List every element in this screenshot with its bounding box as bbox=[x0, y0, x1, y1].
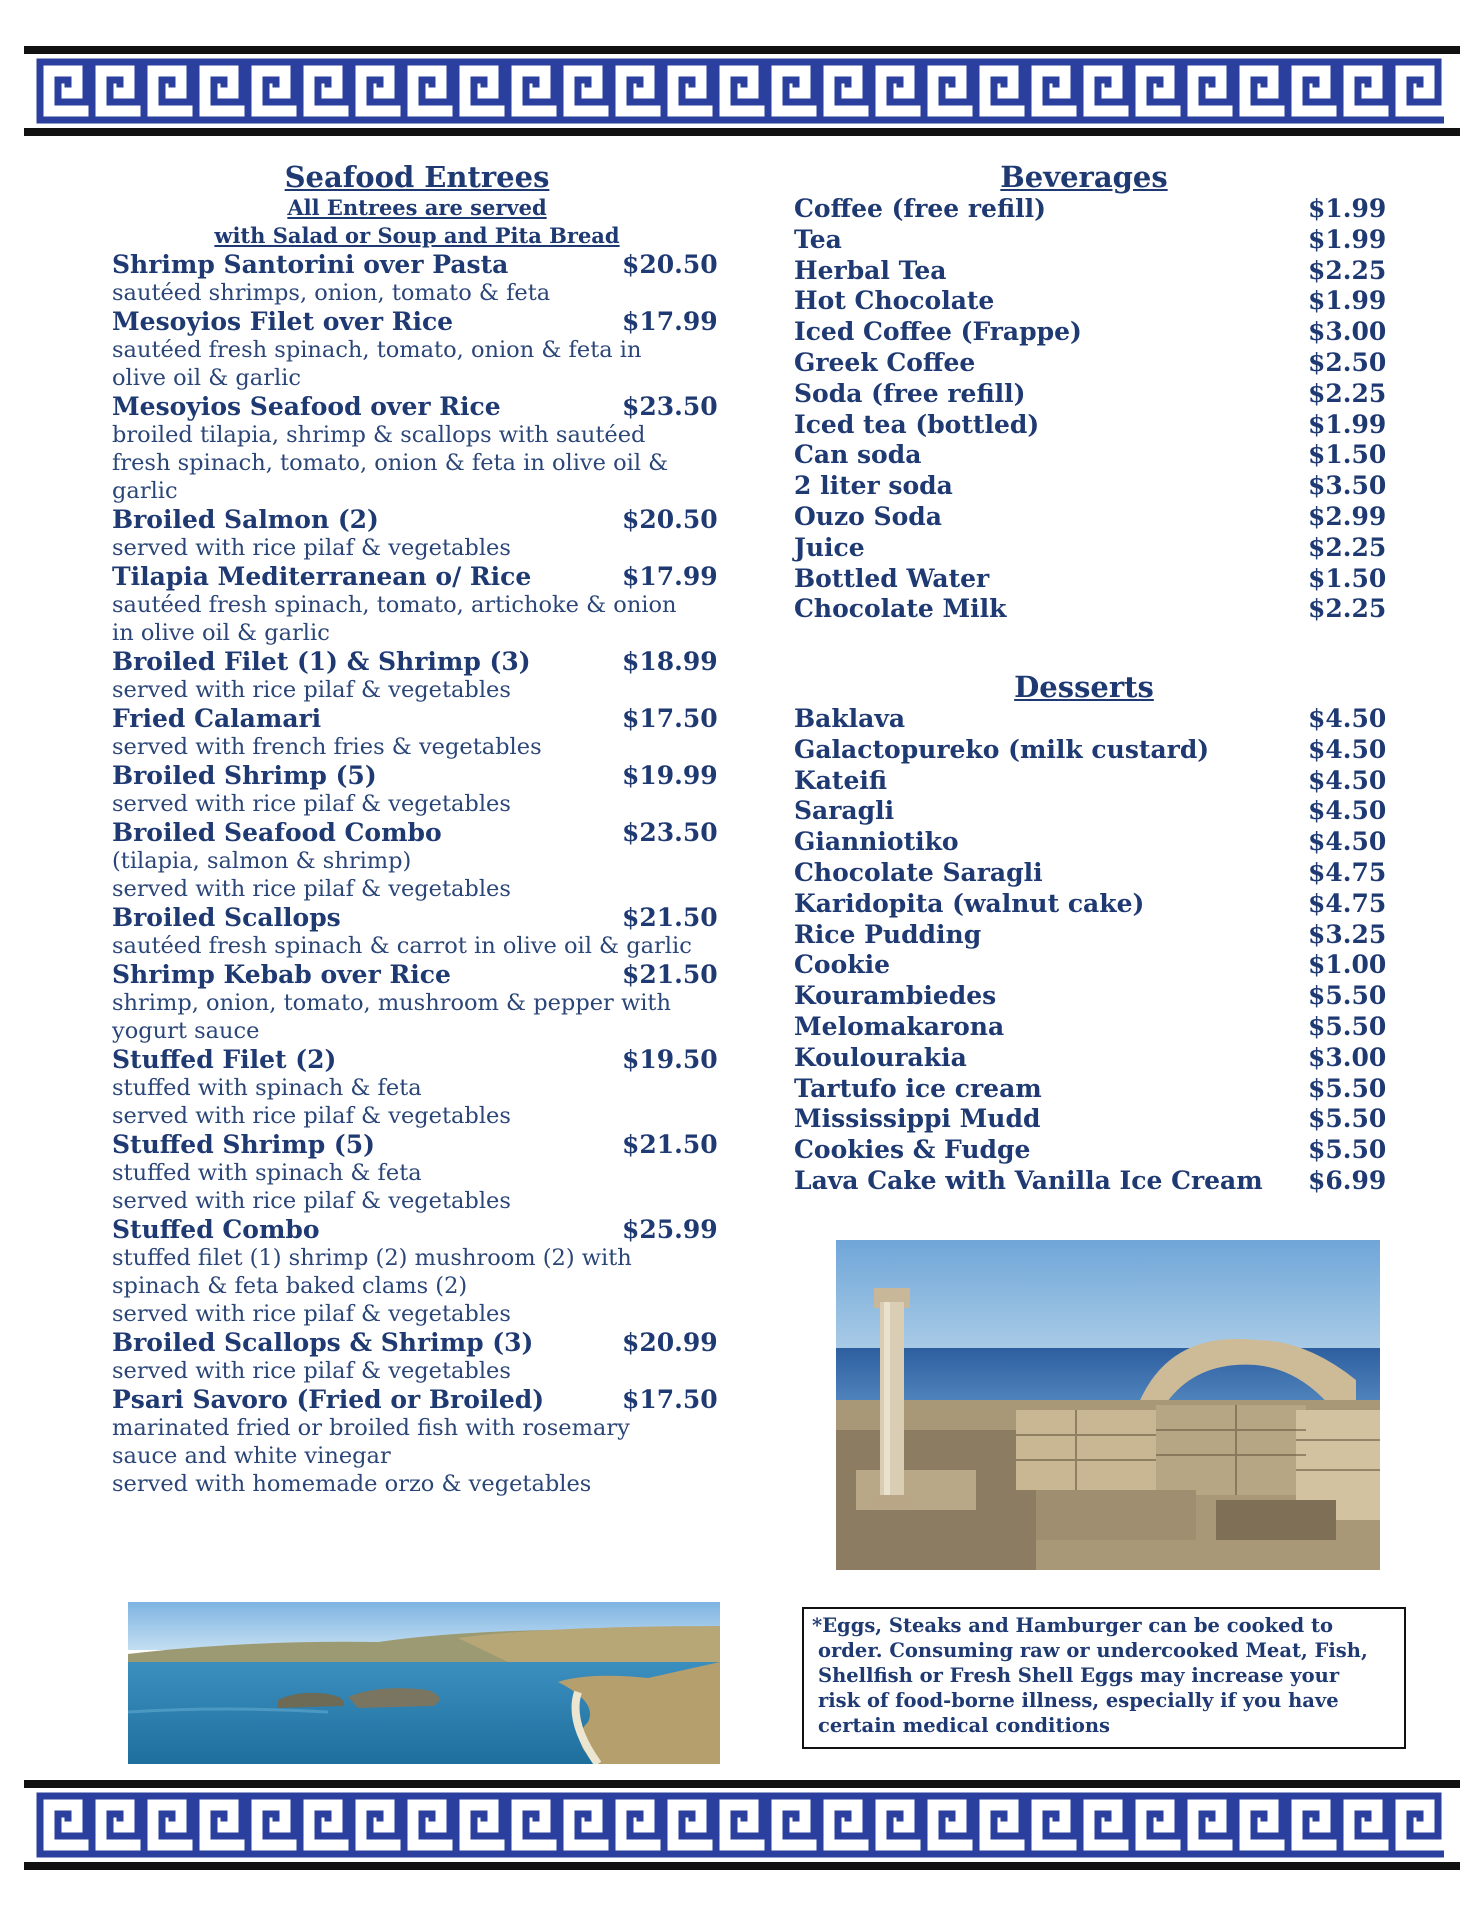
menu-item-price: $17.99 bbox=[622, 562, 718, 591]
menu-item-name: Galactopureko (milk custard) bbox=[794, 734, 1210, 764]
greek-key-motif bbox=[1028, 1796, 1074, 1854]
menu-item-price: $4.75 bbox=[1308, 888, 1387, 918]
menu-item-name: Tartufo ice cream bbox=[794, 1073, 1042, 1103]
menu-item-name: Psari Savoro (Fried or Broiled) bbox=[112, 1385, 545, 1414]
seafood-subtitle-line1: All Entrees are served bbox=[287, 195, 547, 220]
greek-key-motif bbox=[92, 62, 138, 120]
greek-key-motif bbox=[1392, 1796, 1438, 1854]
greek-key-motif bbox=[352, 62, 398, 120]
menu-item-name: Broiled Scallops bbox=[112, 903, 341, 932]
menu-item-price: $4.50 bbox=[1308, 704, 1387, 733]
menu-item-description: served with rice pilaf & vegetables bbox=[112, 791, 511, 817]
menu-item-name: Tea bbox=[794, 224, 842, 254]
menu-item-price: $21.50 bbox=[622, 960, 718, 989]
greek-key-motif bbox=[872, 1796, 918, 1854]
greek-key-motif bbox=[404, 62, 450, 120]
menu-item-name: Mesoyios Seafood over Rice bbox=[112, 392, 501, 421]
menu-item-price: $1.99 bbox=[1308, 409, 1387, 439]
menu-item-name: Chocolate Saragli bbox=[794, 857, 1043, 887]
menu-item-name: Kateifi bbox=[794, 765, 888, 795]
dessert-item bbox=[794, 889, 1394, 920]
greek-key-motif bbox=[924, 1796, 970, 1854]
menu-item-price: $3.00 bbox=[1308, 1042, 1387, 1072]
notice-line: risk of food-borne illness, especially if you have bbox=[818, 1689, 1339, 1712]
dessert-item bbox=[794, 1012, 1394, 1043]
greek-key-motif bbox=[1028, 62, 1074, 120]
greek-key-motif bbox=[456, 1796, 502, 1854]
menu-item-price: $17.50 bbox=[622, 704, 718, 733]
greek-key-motif bbox=[1288, 1796, 1334, 1854]
menu-item-price: $17.99 bbox=[622, 307, 718, 336]
beverage-item bbox=[794, 194, 1394, 225]
menu-item-name: Cookies & Fudge bbox=[794, 1135, 1031, 1165]
menu-item-price: $4.50 bbox=[1308, 827, 1387, 857]
seafood-heading: Seafood Entrees bbox=[284, 160, 550, 194]
menu-item-description: served with rice pilaf & vegetables bbox=[112, 1301, 511, 1327]
menu-item-description: olive oil & garlic bbox=[112, 365, 301, 391]
menu-item-description: served with rice pilaf & vegetables bbox=[112, 1188, 511, 1214]
menu-item-price: $5.50 bbox=[1308, 1135, 1387, 1165]
menu-item-name: Broiled Salmon (2) bbox=[112, 505, 379, 534]
menu-item-price: $19.99 bbox=[622, 761, 718, 790]
dessert-item bbox=[794, 981, 1394, 1012]
dessert-item bbox=[794, 1074, 1394, 1105]
menu-item bbox=[112, 903, 722, 932]
coastline-photo bbox=[128, 1602, 720, 1764]
menu-item-name: Shrimp Kebab over Rice bbox=[112, 960, 451, 989]
menu-item-name: Tilapia Mediterranean o/ Rice bbox=[112, 562, 532, 591]
dessert-item bbox=[794, 827, 1394, 858]
greek-key-motif bbox=[664, 1796, 710, 1854]
dessert-item bbox=[794, 950, 1394, 981]
border-rule bbox=[24, 1862, 1460, 1870]
menu-item bbox=[112, 818, 722, 847]
food-safety-notice bbox=[802, 1607, 1406, 1749]
dessert-item bbox=[794, 1135, 1394, 1166]
menu-item-price: $17.50 bbox=[622, 1385, 718, 1414]
menu-item-price: $2.99 bbox=[1308, 501, 1387, 531]
greek-key-motif bbox=[1132, 62, 1178, 120]
menu-item bbox=[112, 761, 722, 790]
greek-key-motif bbox=[40, 62, 86, 120]
menu-item-price: $1.99 bbox=[1308, 224, 1387, 254]
menu-item-description: sauce and white vinegar bbox=[112, 1443, 391, 1469]
greek-key-motif bbox=[248, 62, 294, 120]
dessert-item bbox=[794, 796, 1394, 827]
menu-item bbox=[112, 1385, 722, 1414]
border-rule bbox=[24, 1780, 1460, 1788]
menu-item-name: Chocolate Milk bbox=[794, 594, 1007, 624]
menu-item-name: Broiled Scallops & Shrimp (3) bbox=[112, 1328, 534, 1357]
menu-item-description: in olive oil & garlic bbox=[112, 620, 330, 646]
greek-key-motif bbox=[508, 62, 554, 120]
beverage-item bbox=[794, 594, 1394, 625]
greek-key-motif bbox=[248, 1796, 294, 1854]
dessert-item bbox=[794, 735, 1394, 766]
menu-item bbox=[112, 392, 722, 421]
menu-item-description: served with rice pilaf & vegetables bbox=[112, 535, 511, 561]
dessert-item bbox=[794, 858, 1394, 889]
menu-item-price: $3.50 bbox=[1308, 471, 1387, 501]
menu-item-name: Gianniotiko bbox=[794, 827, 959, 857]
menu-item-name: Ouzo Soda bbox=[794, 501, 942, 531]
notice-line: certain medical conditions bbox=[818, 1714, 1111, 1737]
menu-item-price: $4.50 bbox=[1308, 765, 1387, 795]
menu-item-price: $2.50 bbox=[1308, 347, 1387, 377]
menu-item-name: Greek Coffee bbox=[794, 347, 976, 377]
menu-item-description: served with rice pilaf & vegetables bbox=[112, 677, 511, 703]
greek-key-motif bbox=[404, 1796, 450, 1854]
greek-key-motif bbox=[300, 1796, 346, 1854]
menu-item-name: 2 liter soda bbox=[794, 471, 953, 501]
menu-item-price: $1.50 bbox=[1308, 563, 1387, 593]
menu-item-price: $23.50 bbox=[622, 392, 718, 421]
greek-key-motif bbox=[1080, 1796, 1126, 1854]
menu-item bbox=[112, 1130, 722, 1159]
menu-item-description: yogurt sauce bbox=[112, 1018, 260, 1044]
greek-key-motif bbox=[196, 1796, 242, 1854]
menu-item-name: Bottled Water bbox=[794, 563, 990, 593]
beverage-item bbox=[794, 410, 1394, 441]
beverages-heading: Beverages bbox=[1000, 160, 1168, 194]
greek-key-motif bbox=[1288, 62, 1334, 120]
menu-item-description: served with rice pilaf & vegetables bbox=[112, 1103, 511, 1129]
greek-key-motif bbox=[768, 1796, 814, 1854]
greek-key-motif bbox=[300, 62, 346, 120]
dessert-item bbox=[794, 1043, 1394, 1074]
menu-item-description: garlic bbox=[112, 478, 178, 504]
menu-item-name: Iced tea (bottled) bbox=[794, 409, 1040, 439]
menu-item-name: Hot Chocolate bbox=[794, 286, 995, 316]
greek-key-motif bbox=[716, 62, 762, 120]
greek-key-motif bbox=[716, 1796, 762, 1854]
dessert-item bbox=[794, 766, 1394, 797]
menu-item-name: Fried Calamari bbox=[112, 704, 322, 733]
greek-key-motif bbox=[976, 62, 1022, 120]
beverage-item bbox=[794, 471, 1394, 502]
menu-item-name: Mississippi Mudd bbox=[794, 1104, 1041, 1134]
menu-item-name: Herbal Tea bbox=[794, 255, 947, 285]
menu-item bbox=[112, 1045, 722, 1074]
greek-key-motif bbox=[40, 1796, 86, 1854]
menu-item-name: Broiled Shrimp (5) bbox=[112, 761, 377, 790]
menu-item-price: $5.50 bbox=[1308, 981, 1387, 1011]
beverages-section bbox=[794, 160, 1394, 625]
ancient-ruins-photo bbox=[836, 1240, 1380, 1570]
menu-item-price: $18.99 bbox=[622, 647, 718, 676]
beverage-item bbox=[794, 379, 1394, 410]
menu-item-price: $5.50 bbox=[1308, 1073, 1387, 1103]
greek-key-motif bbox=[1340, 62, 1386, 120]
menu-item-price: $20.99 bbox=[622, 1328, 718, 1357]
menu-item bbox=[112, 960, 722, 989]
seafood-section bbox=[112, 160, 722, 1498]
menu-item-name: Kourambiedes bbox=[794, 981, 997, 1011]
greek-key-motif bbox=[872, 62, 918, 120]
menu-item-name: Coffee (free refill) bbox=[794, 194, 1046, 223]
menu-item-description: sautéed fresh spinach, tomato, onion & feta in bbox=[112, 337, 642, 363]
menu-item-description: served with rice pilaf & vegetables bbox=[112, 1358, 511, 1384]
menu-item-price: $20.50 bbox=[622, 250, 718, 279]
greek-key-motif bbox=[612, 62, 658, 120]
border-rule bbox=[24, 128, 1460, 136]
menu-item-price: $5.50 bbox=[1308, 1104, 1387, 1134]
menu-item-description: stuffed with spinach & feta bbox=[112, 1075, 422, 1101]
greek-key-motif bbox=[352, 1796, 398, 1854]
greek-key-motif bbox=[820, 62, 866, 120]
menu-item-name: Mesoyios Filet over Rice bbox=[112, 307, 454, 336]
menu-item-price: $21.50 bbox=[622, 903, 718, 932]
greek-key-motif bbox=[924, 62, 970, 120]
menu-item-name: Stuffed Filet (2) bbox=[112, 1045, 337, 1074]
greek-key-motif bbox=[1184, 1796, 1230, 1854]
greek-key-motif bbox=[820, 1796, 866, 1854]
dessert-item bbox=[794, 704, 1394, 735]
menu-item bbox=[112, 647, 722, 676]
menu-item-name: Soda (free refill) bbox=[794, 378, 1026, 408]
menu-item-price: $4.50 bbox=[1308, 796, 1387, 826]
greek-key-motif bbox=[196, 62, 242, 120]
menu-item-name: Lava Cake with Vanilla Ice Cream bbox=[794, 1165, 1263, 1195]
menu-item-description: sautéed fresh spinach & carrot in olive oil & garlic bbox=[112, 933, 692, 959]
menu-item bbox=[112, 307, 722, 336]
menu-item-price: $1.99 bbox=[1308, 286, 1387, 316]
menu-item-price: $5.50 bbox=[1308, 1011, 1387, 1041]
beverage-item bbox=[794, 286, 1394, 317]
menu-item-description: served with french fries & vegetables bbox=[112, 734, 542, 760]
menu-item bbox=[112, 704, 722, 733]
menu-item bbox=[112, 250, 722, 279]
dessert-item bbox=[794, 920, 1394, 951]
menu-item-price: $6.99 bbox=[1308, 1165, 1387, 1195]
menu-item bbox=[112, 1215, 722, 1244]
greek-key-pattern bbox=[30, 1792, 1454, 1858]
menu-item-price: $1.50 bbox=[1308, 440, 1387, 470]
beverage-item bbox=[794, 317, 1394, 348]
seafood-list bbox=[112, 250, 722, 1498]
menu-item-price: $20.50 bbox=[622, 505, 718, 534]
bottom-greek-key-border bbox=[24, 1780, 1460, 1870]
greek-key-motif bbox=[976, 1796, 1022, 1854]
menu-item-name: Baklava bbox=[794, 704, 906, 733]
menu-item-description: broiled tilapia, shrimp & scallops with sautéed bbox=[112, 422, 646, 448]
menu-item-price: $2.25 bbox=[1308, 594, 1387, 624]
menu-item-name: Karidopita (walnut cake) bbox=[794, 888, 1145, 918]
menu-item-price: $23.50 bbox=[622, 818, 718, 847]
menu-item-description: spinach & feta baked clams (2) bbox=[112, 1273, 468, 1299]
menu-item-name: Koulourakia bbox=[794, 1042, 967, 1072]
menu-item-name: Saragli bbox=[794, 796, 895, 826]
desserts-heading: Desserts bbox=[1014, 670, 1154, 704]
menu-item-name: Juice bbox=[794, 532, 865, 562]
menu-item-description: sautéed shrimps, onion, tomato & feta bbox=[112, 280, 551, 306]
dessert-item bbox=[794, 1166, 1394, 1197]
menu-item-description: shrimp, onion, tomato, mushroom & pepper with bbox=[112, 990, 671, 1016]
menu-item-description: served with rice pilaf & vegetables bbox=[112, 876, 511, 902]
menu-item-price: $3.25 bbox=[1308, 919, 1387, 949]
greek-key-motif bbox=[1236, 62, 1282, 120]
menu-item-name: Stuffed Shrimp (5) bbox=[112, 1130, 375, 1159]
greek-key-motif bbox=[508, 1796, 554, 1854]
greek-key-motif bbox=[768, 62, 814, 120]
greek-key-motif bbox=[1080, 62, 1126, 120]
menu-item-price: $4.50 bbox=[1308, 734, 1387, 764]
top-greek-key-border bbox=[24, 46, 1460, 136]
beverage-item bbox=[794, 533, 1394, 564]
beverage-item bbox=[794, 348, 1394, 379]
greek-key-motif bbox=[1184, 62, 1230, 120]
menu-item-name: Rice Pudding bbox=[794, 919, 982, 949]
greek-key-motif bbox=[1236, 1796, 1282, 1854]
menu-item bbox=[112, 1328, 722, 1357]
menu-item-name: Can soda bbox=[794, 440, 922, 470]
notice-line: order. Consuming raw or undercooked Meat, Fish, bbox=[818, 1639, 1368, 1662]
greek-key-motif bbox=[1132, 1796, 1178, 1854]
menu-item-description: marinated fried or broiled fish with rosemary bbox=[112, 1415, 630, 1441]
beverage-item bbox=[794, 502, 1394, 533]
desserts-section bbox=[794, 670, 1394, 1197]
beverage-item bbox=[794, 440, 1394, 471]
greek-key-motif bbox=[560, 62, 606, 120]
beverages-list bbox=[794, 194, 1394, 625]
beverage-item bbox=[794, 225, 1394, 256]
greek-key-motif bbox=[1340, 1796, 1386, 1854]
menu-item-description: stuffed filet (1) shrimp (2) mushroom (2) with bbox=[112, 1245, 632, 1271]
menu-item-price: $1.99 bbox=[1308, 194, 1387, 223]
menu-item-price: $25.99 bbox=[622, 1215, 718, 1244]
greek-key-pattern bbox=[30, 58, 1454, 124]
desserts-list bbox=[794, 704, 1394, 1197]
menu-item-price: $2.25 bbox=[1308, 532, 1387, 562]
beverage-item bbox=[794, 564, 1394, 595]
greek-key-motif bbox=[92, 1796, 138, 1854]
menu-item-description: served with homemade orzo & vegetables bbox=[112, 1471, 592, 1497]
menu-item-description: stuffed with spinach & feta bbox=[112, 1160, 422, 1186]
menu-item-price: $4.75 bbox=[1308, 857, 1387, 887]
menu-item-name: Broiled Filet (1) & Shrimp (3) bbox=[112, 647, 531, 676]
menu-item bbox=[112, 505, 722, 534]
notice-line: *Eggs, Steaks and Hamburger can be cooked to bbox=[812, 1614, 1333, 1637]
beverage-item bbox=[794, 256, 1394, 287]
menu-item-name: Broiled Seafood Combo bbox=[112, 818, 442, 847]
menu-item-name: Cookie bbox=[794, 950, 890, 980]
greek-key-motif bbox=[456, 62, 502, 120]
menu-item-price: $1.00 bbox=[1308, 950, 1387, 980]
menu-item-description: sautéed fresh spinach, tomato, artichoke & onion bbox=[112, 592, 677, 618]
greek-key-motif bbox=[144, 1796, 190, 1854]
seafood-subtitle-line2: with Salad or Soup and Pita Bread bbox=[214, 223, 620, 248]
menu-item-description: fresh spinach, tomato, onion & feta in olive oil & bbox=[112, 450, 669, 476]
greek-key-motif bbox=[612, 1796, 658, 1854]
menu-item-name: Stuffed Combo bbox=[112, 1215, 320, 1244]
greek-key-motif bbox=[1392, 62, 1438, 120]
menu-item-price: $2.25 bbox=[1308, 255, 1387, 285]
menu-item bbox=[112, 562, 722, 591]
menu-item-price: $2.25 bbox=[1308, 378, 1387, 408]
border-rule bbox=[24, 46, 1460, 54]
greek-key-motif bbox=[144, 62, 190, 120]
menu-item-price: $3.00 bbox=[1308, 317, 1387, 347]
greek-key-motif bbox=[560, 1796, 606, 1854]
menu-item-name: Shrimp Santorini over Pasta bbox=[112, 250, 509, 279]
notice-line: Shellfish or Fresh Shell Eggs may increase your bbox=[818, 1664, 1340, 1687]
menu-item-name: Melomakarona bbox=[794, 1011, 1005, 1041]
greek-key-motif bbox=[664, 62, 710, 120]
menu-item-price: $19.50 bbox=[622, 1045, 718, 1074]
menu-item-price: $21.50 bbox=[622, 1130, 718, 1159]
menu-item-name: Iced Coffee (Frappe) bbox=[794, 317, 1082, 347]
menu-item-description: (tilapia, salmon & shrimp) bbox=[112, 848, 412, 874]
dessert-item bbox=[794, 1104, 1394, 1135]
